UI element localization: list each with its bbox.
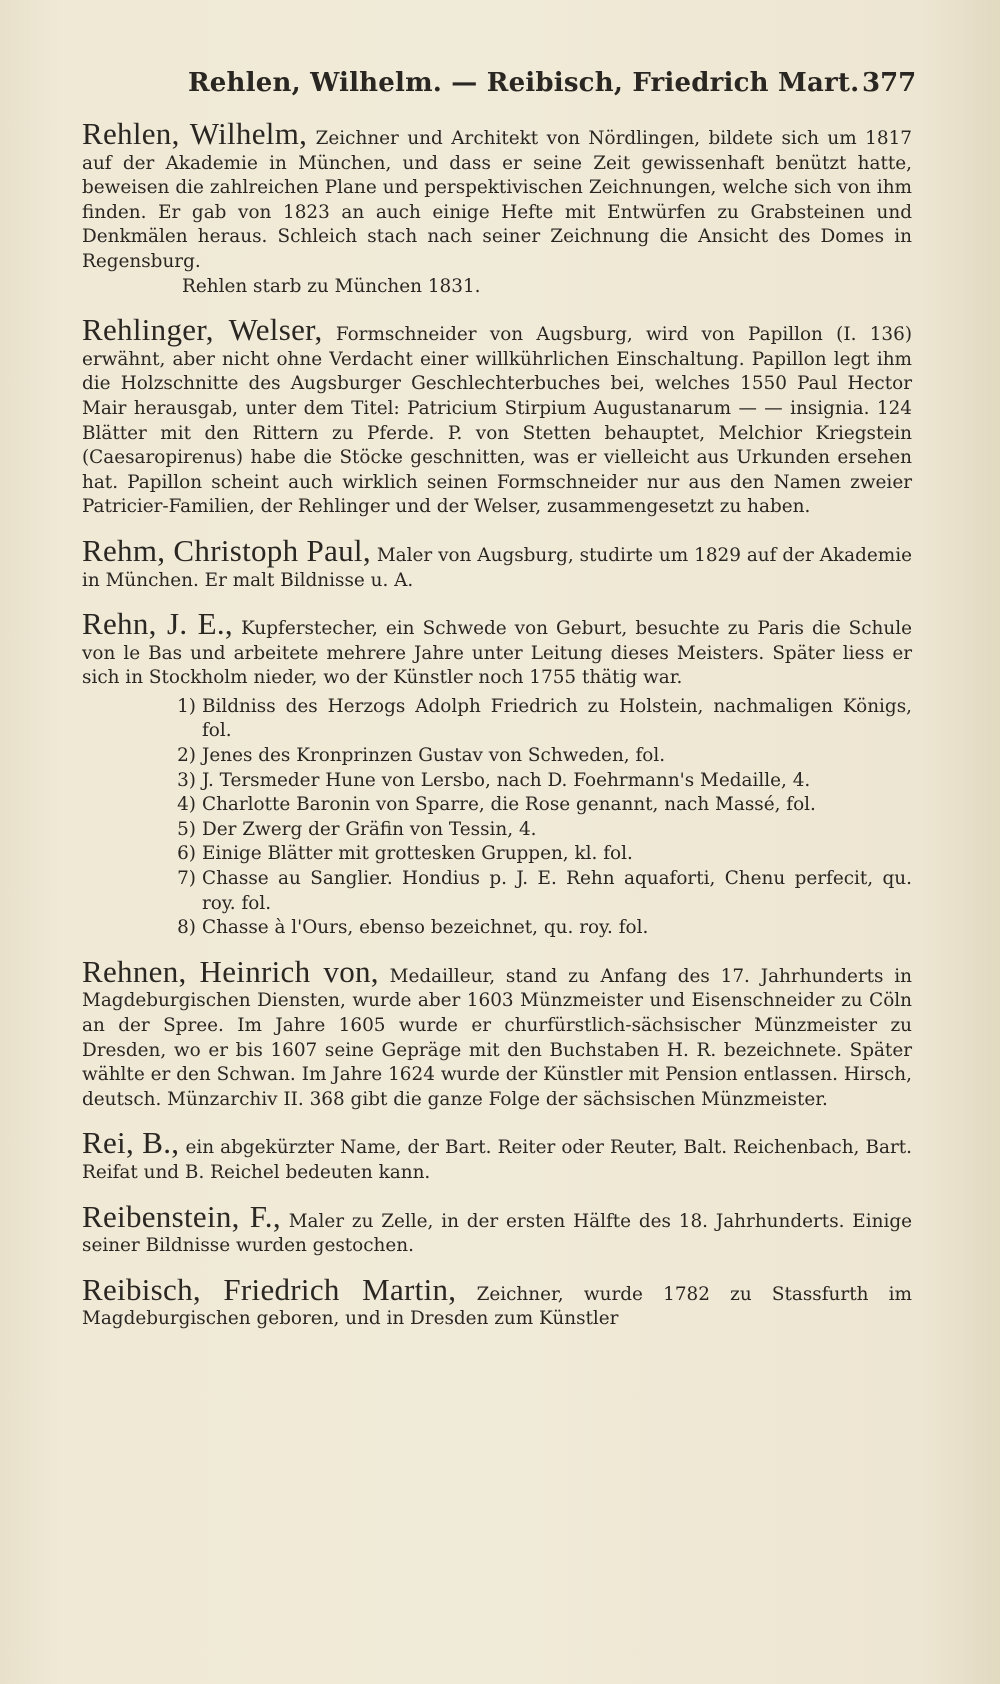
entry-headword: Reibenstein, F., <box>82 1198 281 1234</box>
entry-text: Maler zu Zelle, in der ersten Hälfte des 18. Jahrhunderts. Einige seiner Bildnisse wurden gestochen. <box>82 1210 912 1257</box>
entry-headword: Rehm, Christoph Paul, <box>82 532 371 568</box>
list-item <box>82 867 912 916</box>
page-header <box>0 62 1000 102</box>
list-item <box>82 695 912 744</box>
entry-extra-line: Rehlen starb zu München 1831. <box>182 275 481 297</box>
entry-text: Kupferstecher, ein Schwede von Geburt, besuchte zu Paris die Schule von le Bas und arbeitete mehrere Jahre unter Leitung dieses Meisters. Später liess er sich in Stockholm nieder, wo der Künstler noch 1755 thätig war. <box>82 618 912 689</box>
works-list <box>82 695 912 941</box>
list-item-text: Charlotte Baronin von Sparre, die Rose genannt, nach Massé, fol. <box>202 794 816 816</box>
list-item <box>82 793 912 818</box>
entry-text: Maler von Augsburg, studirte um 1829 auf der Akademie in München. Er malt Bildnisse u. A. <box>82 544 912 591</box>
dictionary-entries <box>82 116 912 1351</box>
entry-rehnen-heinrich-von <box>82 953 912 1113</box>
page-number: 377 <box>862 68 917 98</box>
entry-reibenstein-f <box>82 1198 912 1259</box>
list-item-text: Bildniss des Herzogs Adolph Friedrich zu Holstein, nachmaligen Königs, fol. <box>202 695 912 742</box>
entry-reibisch-friedrich-martin <box>82 1271 912 1332</box>
entry-text: ein abgekürzter Name, der Bart. Reiter oder Reuter, Balt. Reichenbach, Bart. Reifat und B. Reichel bedeuten kann. <box>82 1137 912 1183</box>
entry-text: Formschneider von Augsburg, wird von Papillon (I. 136) erwähnt, aber nicht ohne Verdacht einer willkührlichen Einschaltung. Papillon legt ihm die Holzschnitte des Augsburger Geschlechterbuches bei, welches 1550 Paul Hector Mair herausgab, unter dem Titel: Patricium Stirpium Augustanarum — — insignia. 124 Blätter mit den Rittern zu Pferde. P. von Stetten behauptet, Melchior Kriegstein (Caesaropirenus) habe die Stöcke geschnitten, was er vielleicht aus Urkunden ersehen hat. Papillon scheint auch wirklich seinen Formschneider nur aus den Namen zweier Patricier-Familien, der Rehlinger und der Welser, zusammengesetzt zu haben. <box>82 324 912 518</box>
entry-rehlinger-welser <box>82 312 912 520</box>
list-item-text: J. Tersmeder Hune von Lersbo, nach D. Foehrmann's Medaille, 4. <box>202 769 811 791</box>
entry-headword: Reibisch, Friedrich Martin, <box>82 1271 457 1307</box>
list-item <box>82 916 912 941</box>
entry-rehlen-wilhelm <box>82 116 912 299</box>
list-item-number: 3) <box>177 769 196 791</box>
entry-headword: Rehn, J. E., <box>82 606 233 642</box>
list-item <box>82 842 912 867</box>
entry-text: Zeichner und Architekt von Nördlingen, bildete sich um 1817 auf der Akademie in München, und dass er seine Zeit gewissenhaft benützt hatte, beweisen die zahlreichen Plane und perspektivischen Zeichnungen, welche sich von ihm finden. Er gab von 1823 an auch einige Hefte mit Entwürfen zu Grabsteinen und Denkmälen heraus. Schleich stach nach seiner Zeichnung die Ansicht des Domes in Regensburg. <box>82 128 912 272</box>
list-item <box>82 769 912 794</box>
list-item-text: Einige Blätter mit grottesken Gruppen, kl. fol. <box>202 843 633 865</box>
running-head: Rehlen, Wilhelm. — Reibisch, Friedrich Mart. <box>188 68 860 98</box>
list-item-number: 1) <box>177 695 196 717</box>
list-item-number: 5) <box>177 818 196 840</box>
list-item-number: 6) <box>177 843 196 865</box>
entry-rehm-christoph-paul <box>82 532 912 593</box>
entry-headword: Rehlen, Wilhelm, <box>82 116 308 151</box>
entry-rei-b <box>82 1125 912 1185</box>
list-item <box>82 744 912 769</box>
entry-headword: Rei, B., <box>82 1125 180 1161</box>
entry-text: Medailleur, stand zu Anfang des 17. Jahrhunderts in Magdeburgischen Diensten, wurde aber 1603 Münzmeister und Eisenschneider zu Cöln an der Spree. Im Jahre 1605 wurde er churfürstlich-sächsischer Münzmeister zu Dresden, wo er bis 1607 seine Gepräge mit den Buchstaben H. R. bezeichnete. Später wählte er den Schwan. Im Jahre 1624 wurde der Künstler mit Pension entlassen. Hirsch, deutsch. Münzarchiv II. 368 gibt die ganze Folge der sächsischen Münzmeister. <box>82 965 912 1110</box>
entry-headword: Rehlinger, Welser, <box>82 312 323 348</box>
entry-rehn-je <box>82 606 912 941</box>
list-item-text: Jenes des Kronprinzen Gustav von Schweden, fol. <box>202 745 666 767</box>
list-item-number: 7) <box>177 868 196 890</box>
entry-text: Zeichner, wurde 1782 zu Stassfurth im Magdeburgischen geboren, und in Dresden zum Künstler <box>82 1283 912 1330</box>
entry-headword: Rehnen, Heinrich von, <box>82 953 379 989</box>
list-item <box>82 818 912 843</box>
list-item-number: 4) <box>177 794 196 816</box>
list-item-text: Chasse au Sanglier. Hondius p. J. E. Rehn aquaforti, Chenu perfecit, qu. roy. fol. <box>202 868 912 914</box>
list-item-number: 8) <box>177 917 196 939</box>
list-item-text: Chasse à l'Ours, ebenso bezeichnet, qu. roy. fol. <box>202 917 649 939</box>
list-item-number: 2) <box>177 745 196 767</box>
list-item-text: Der Zwerg der Gräfin von Tessin, 4. <box>202 818 537 840</box>
